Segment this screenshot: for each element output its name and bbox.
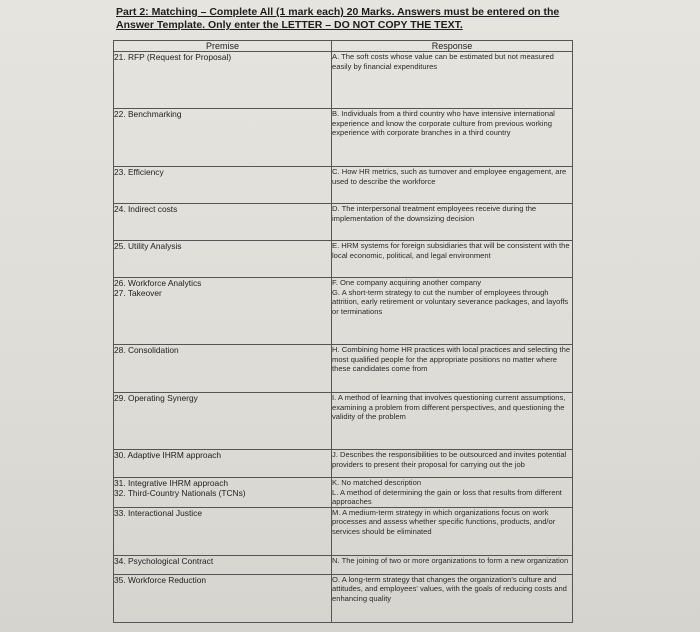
premise-item: 26. Workforce Analytics [114,278,202,288]
premise-cell [114,167,332,204]
response-cell [332,109,573,167]
response-cell [332,345,573,393]
response-column-header: Response [332,41,573,52]
premise-cell [114,52,332,109]
table-row [114,241,573,278]
premise-cell [114,507,332,555]
matching-table [113,40,573,623]
premise-item: 22. Benchmarking [114,109,182,119]
response-cell [332,167,573,204]
response-cell [332,52,573,109]
instructions-header [116,6,586,32]
table-row [114,52,573,109]
response-cell [332,204,573,241]
response-item: L. A method of determining the gain or loss that results from different approaches [332,487,562,506]
table-row [114,278,573,345]
response-cell [332,278,573,345]
response-item: K. No matched description [332,478,422,487]
premise-cell [114,204,332,241]
premise-item: 33. Interactional Justice [114,507,202,518]
response-cell [332,393,573,450]
response-cell [332,241,573,278]
table-row [114,393,573,450]
response-item: C. How HR metrics, such as turnover and employee engagement, are used to describe the workforce [332,167,567,186]
table-row [114,204,573,241]
premise-item: 34. Psychological Contract [114,555,214,566]
response-cell [332,507,573,555]
premise-cell [114,450,332,478]
response-cell [332,450,573,478]
premise-item: 32. Third-Country Nationals (TCNs) [114,488,246,498]
table-row [114,167,573,204]
table-row [114,574,573,622]
instructions-line-1: Part 2: Matching – Complete All (1 mark each) 20 Marks. Answers must be entered on the [116,6,560,18]
premise-cell [114,345,332,393]
premise-cell [114,555,332,574]
premise-item: 25. Utility Analysis [114,241,182,251]
response-item: M. A medium-term strategy in which organizations focus on work processes and assess whether specific functions, products, and/or services should be eliminated [332,507,556,536]
premise-cell [114,278,332,345]
premise-cell [114,574,332,622]
premise-item: 31. Integrative IHRM approach [114,478,229,488]
premise-item: 21. RFP (Request for Proposal) [114,52,232,62]
response-item: D. The interpersonal treatment employees receive during the implementation of the downsizing decision [332,204,537,223]
premise-column-header: Premise [114,41,332,52]
premise-cell [114,393,332,450]
table-row [114,450,573,478]
response-item: J. Describes the responsibilities to be outsourced and invites potential providers to present their proposal for carrying out the job [332,450,567,469]
premise-item: 29. Operating Synergy [114,393,198,403]
response-cell [332,574,573,622]
premise-cell [114,109,332,167]
response-item: O. A long-term strategy that changes the organization's culture and attitudes, and employees' values, with the goals of reducing costs and enhancing quality [332,574,567,603]
table-row [114,507,573,555]
table-row [114,478,573,508]
premise-item: 28. Consolidation [114,345,179,355]
premise-item: 24. Indirect costs [114,204,178,214]
response-cell [332,478,573,508]
response-item: F. One company acquiring another company [332,278,482,287]
response-item: A. The soft costs whose value can be estimated but not measured easily by financial expenditures [332,52,554,71]
response-item: I. A method of learning that involves questioning current assumptions, examining a problem from different perspectives, and questioning the validity of the problem [332,393,566,421]
table-row [114,555,573,574]
premise-item: 23. Efficiency [114,167,164,177]
premise-cell [114,241,332,278]
response-item: E. HRM systems for foreign subsidiaries that will be consistent with the local economic, political, and legal environment [332,241,570,260]
premise-cell [114,478,332,508]
premise-item: 27. Takeover [114,288,162,298]
instructions-line-2: Answer Template. Only enter the LETTER – DO NOT COPY THE TEXT. [116,19,463,31]
response-item: N. The joining of two or more organizations to form a new organization [332,555,569,565]
response-cell [332,555,573,574]
premise-item: 30. Adaptive IHRM approach [114,450,222,460]
response-item: H. Combining home HR practices with local practices and selecting the most qualified people for the appropriate positions no matter where these candidates come from [332,345,571,373]
response-item: G. A short-term strategy to cut the number of employees through attrition, early retirement or voluntary severance packages, and layoffs or terminations [332,287,569,316]
table-row [114,109,573,167]
response-item: B. Individuals from a third country who have intensive international experience and know the corporate culture from previous working experience with corporate branches in a third country [332,109,555,137]
premise-item: 35. Workforce Reduction [114,574,207,585]
table-row [114,345,573,393]
